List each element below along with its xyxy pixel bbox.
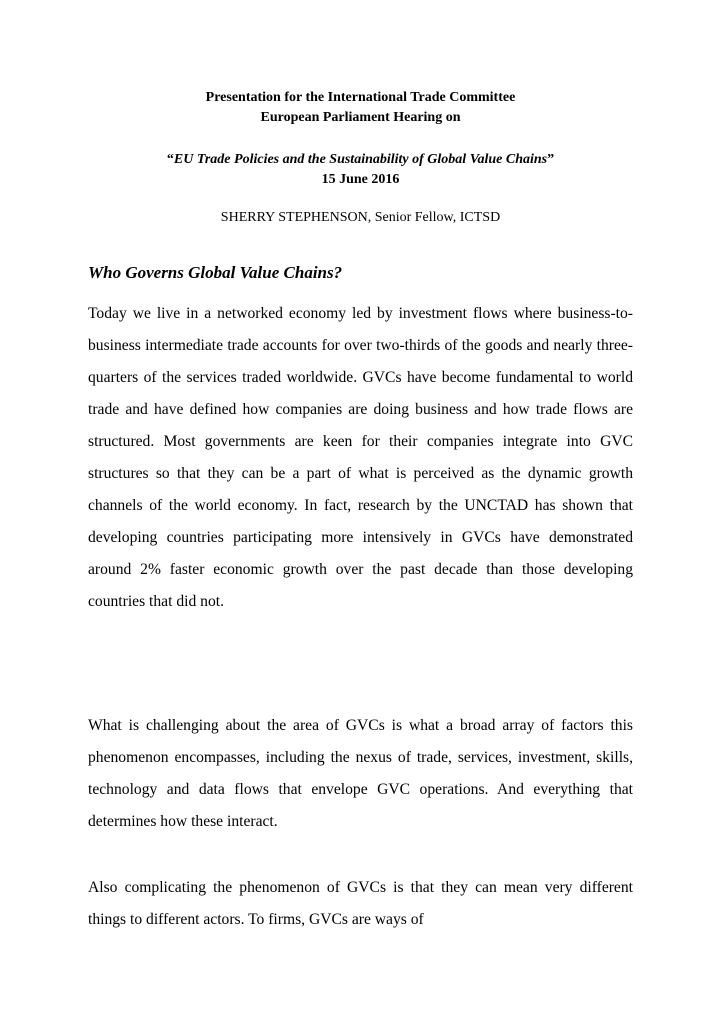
presentation-date: 15 June 2016 (321, 172, 400, 187)
close-quote: ” (547, 152, 555, 167)
open-quote: “ (166, 152, 174, 167)
presentation-title-line: Presentation for the International Trade Committee (205, 90, 516, 105)
section-heading: Who Governs Global Value Chains? (88, 263, 343, 282)
hearing-subject-title: EU Trade Policies and the Sustainability of Global Value Chains (173, 152, 548, 167)
body-paragraph-1: Today we live in a networked economy led by investment flows where business-to-business intermediate trade accounts for over two-thirds of the goods and nearly three-quarters of the services traded worldwide. GVCs have become fundamental to world trade and have defined how companies are doing business and how trade flows are structured. Most governments are keen for their companies integrate into GVC structures so that they can be a part of what is perceived as the dynamic growth channels of the world economy. In fact, research by the UNCTAD has shown that developing countries participating more intensively in GVCs have demonstrated around 2% faster economic growth over the past decade than those developing countries that did not. (88, 305, 633, 610)
body-paragraph-3: Also complicating the phenomenon of GVCs is that they can mean very different things to different actors. To firms, GVCs are ways of (88, 879, 633, 928)
hearing-title-line: European Parliament Hearing on (260, 110, 461, 125)
author-line: SHERRY STEPHENSON, Senior Fellow, ICTSD (220, 210, 501, 225)
hearing-subject-line (88, 150, 633, 170)
body-paragraph-2: What is challenging about the area of GVCs is what a broad array of factors this phenomenon encompasses, including the nexus of trade, services, investment, skills, technology and data flows that envelope GVC operations. And everything that determines how these interact. (88, 717, 633, 830)
